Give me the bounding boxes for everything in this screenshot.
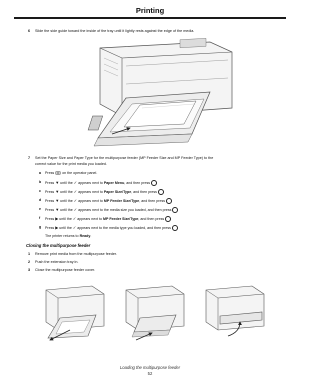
- step-text: Slide the side guide toward the inside of the tray until it lightly rests against the edge of the media.: [35, 29, 195, 33]
- substep-text-pre: Press: [45, 207, 55, 212]
- remove-media-illustration: [40, 280, 112, 342]
- step-text: Push the extension tray in.: [35, 260, 79, 264]
- substep-text-mid: until the: [59, 225, 72, 230]
- ready-status-text: Ready: [79, 234, 91, 238]
- push-extension-tray-illustration: [120, 280, 192, 342]
- substep-letter: c: [39, 189, 41, 193]
- substep-b: [39, 179, 157, 186]
- printer-returns-note: [45, 234, 91, 239]
- step-number: 1: [28, 252, 31, 256]
- substep-text-post: , and then press: [124, 180, 151, 185]
- substep-text-mid2: appears next to: [77, 216, 102, 221]
- footer-section-title: Loading the multipurpose feeder: [119, 365, 181, 370]
- menu-item-name: MP Feeder Size/Type: [103, 198, 140, 203]
- substep-letter: a: [39, 171, 41, 175]
- step-number: 3: [28, 268, 31, 272]
- menu-item-name: MP Feeder Size/Type: [103, 216, 139, 221]
- right-arrow-icon: ▶: [55, 224, 59, 230]
- substep-letter: f: [39, 216, 41, 220]
- check-icon: ✓: [73, 197, 78, 203]
- substep-e: [39, 206, 178, 213]
- substep-text-post: , and then press: [138, 216, 165, 221]
- substep-text-mid: until the: [60, 198, 73, 203]
- substep-text-mid2: appears next to the media type you loaded, and then press: [77, 225, 171, 230]
- select-icon: [166, 198, 172, 204]
- closing-step-3: [28, 268, 96, 273]
- substep-f: [39, 215, 171, 222]
- select-icon: [151, 180, 157, 186]
- right-arrow-icon: ▶: [55, 215, 59, 221]
- check-icon: ✓: [73, 206, 78, 212]
- substep-c: [39, 188, 164, 195]
- menu-item-name: Paper Size/Type: [103, 189, 132, 194]
- substep-text-mid: until the: [60, 180, 73, 185]
- step-number: 7: [28, 156, 31, 160]
- step-text: Remove print media from the multipurpose feeder.: [35, 252, 117, 256]
- step-number: 6: [28, 29, 31, 33]
- substep-text-pre: Press: [45, 189, 55, 194]
- substep-a: [39, 171, 98, 176]
- substep-text-pre: Press: [45, 171, 55, 175]
- substep-text-pre: Press: [45, 180, 55, 185]
- step-number: 2: [28, 260, 31, 264]
- substep-text-mid2: appears next to: [78, 198, 103, 203]
- check-icon: ✓: [72, 215, 77, 221]
- step-7-continued: [35, 162, 107, 167]
- substep-letter: e: [39, 207, 41, 211]
- header-rule: [14, 17, 286, 19]
- substep-g: [39, 224, 178, 231]
- substep-text-mid2: appears next to: [78, 180, 103, 185]
- step-7: [28, 156, 214, 161]
- closing-step-2: [28, 260, 79, 265]
- substep-text-mid2: appears next to: [78, 189, 103, 194]
- note-text-pre: The printer returns to: [45, 234, 79, 238]
- substep-text-pre: Press: [45, 225, 55, 230]
- closing-step-1: [28, 252, 117, 257]
- substep-text-pre: Press: [45, 198, 55, 203]
- substep-text-mid: until the: [60, 207, 73, 212]
- substep-letter: d: [39, 198, 42, 202]
- page-header-title: Printing: [135, 6, 165, 15]
- down-arrow-icon: ▼: [55, 179, 60, 185]
- down-arrow-icon: ▼: [55, 206, 60, 212]
- check-icon: ✓: [73, 179, 78, 185]
- substep-letter: g: [39, 225, 42, 229]
- substep-text-mid: until the: [59, 216, 72, 221]
- substep-text-pre: Press: [45, 216, 55, 221]
- down-arrow-icon: ▼: [55, 197, 60, 203]
- select-icon: [172, 225, 178, 231]
- close-feeder-cover-illustration: [200, 280, 272, 342]
- note-text-post: .: [90, 234, 92, 238]
- select-icon: [158, 189, 164, 195]
- menu-icon: [55, 171, 61, 175]
- step-text-line-2: correct value for the print media you loaded.: [35, 162, 107, 166]
- substep-text-post: on the operator panel.: [62, 171, 98, 175]
- section-heading: Closing the multipurpose feeder: [26, 243, 91, 248]
- menu-item-name: Paper Menu: [103, 180, 125, 185]
- substep-text-mid: until the: [60, 189, 73, 194]
- step-text-line-1: Set the Paper Size and Paper Type for the multipurpose feeder (MP Feeder Size and MP Feeder Type) to the: [35, 156, 214, 160]
- check-icon: ✓: [73, 188, 78, 194]
- substep-letter: b: [39, 180, 42, 184]
- step-6: [28, 29, 195, 34]
- select-icon: [165, 216, 171, 222]
- substep-d: [39, 197, 172, 204]
- footer-page-number: 52: [147, 371, 153, 376]
- check-icon: ✓: [72, 224, 77, 230]
- select-icon: [172, 207, 178, 213]
- down-arrow-icon: ▼: [55, 188, 60, 194]
- printer-mp-feeder-illustration: [60, 38, 250, 148]
- substep-text-post: , and then press: [131, 189, 157, 194]
- step-text: Close the multipurpose feeder cover.: [35, 268, 96, 272]
- substep-text-post: , and then press: [139, 198, 166, 203]
- substep-text-mid2: appears next to the media size you loaded, and then press: [78, 207, 172, 212]
